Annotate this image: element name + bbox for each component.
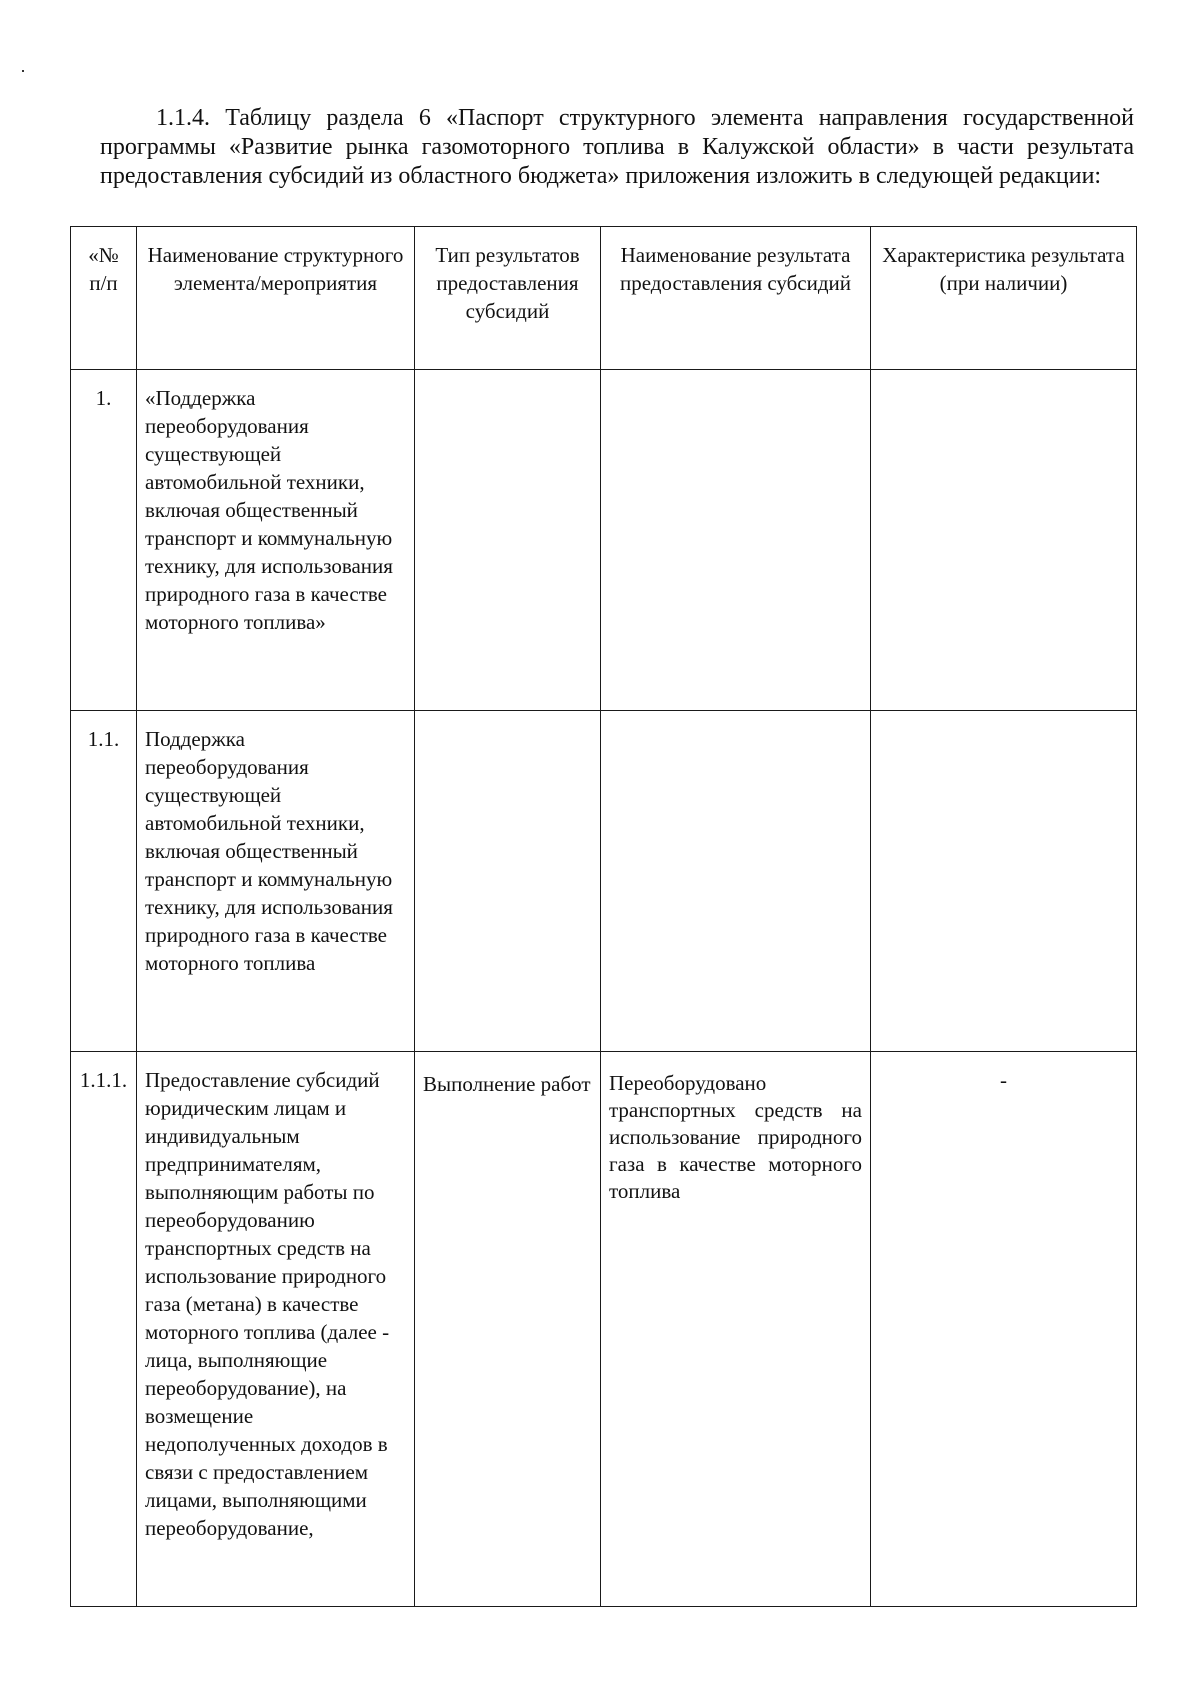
header-number: «№ п/п xyxy=(71,227,137,370)
header-result-type: Тип результатов предоставления субсидий xyxy=(415,227,601,370)
row-result-name xyxy=(601,370,871,711)
row-element-name: Предоставление субсидий юридическим лицам и индивидуальным предпринимателям, выполняющим работы по переоборудованию транспортных средств на использование природного газа (метана) в качестве моторного топлива (далее - лица, выполняющие переоборудование), на возмещение недополученных доходов в связи с предоставлением лицами, выполняющими переоборудование, xyxy=(137,1052,415,1607)
row-characteristic xyxy=(871,711,1137,1052)
row-characteristic: - xyxy=(871,1052,1137,1607)
table-row xyxy=(71,370,1137,711)
row-number: 1.1.1. xyxy=(71,1052,137,1607)
row-number: 1. xyxy=(71,370,137,711)
row-result-name xyxy=(601,711,871,1052)
intro-paragraph: 1.1.4. Таблицу раздела 6 «Паспорт структурного элемента направления государственной программы «Развитие рынка газомоторного топлива в Калужской области» в части результата предоставления субсидий из областного бюджета» приложения изложить в следующей редакции: xyxy=(100,105,1134,189)
row-element-name: «Поддержка переоборудования существующей автомобильной техники, включая общественный транспорт и коммунальную технику, для использования природного газа в качестве моторного топлива» xyxy=(137,370,415,711)
row-result-type xyxy=(415,711,601,1052)
table-row xyxy=(71,711,1137,1052)
table-header-row xyxy=(71,227,1137,370)
row-characteristic xyxy=(871,370,1137,711)
row-result-type xyxy=(415,370,601,711)
header-element-name: Наименование структурного элемента/мероприятия xyxy=(137,227,415,370)
row-result-name: Переоборудовано транспортных средств на использование природного газа в качестве моторного топлива xyxy=(601,1052,871,1607)
table-row xyxy=(71,1052,1137,1607)
row-element-name: Поддержка переоборудования существующей автомобильной техники, включая общественный транспорт и коммунальную технику, для использования природного газа в качестве моторного топлива xyxy=(137,711,415,1052)
header-characteristic: Характеристика результата (при наличии) xyxy=(871,227,1137,370)
header-result-name: Наименование результата предоставления субсидий xyxy=(601,227,871,370)
scan-speck xyxy=(22,70,24,72)
row-result-type: Выполнение работ xyxy=(415,1052,601,1607)
row-number: 1.1. xyxy=(71,711,137,1052)
result-table xyxy=(70,226,1137,1607)
